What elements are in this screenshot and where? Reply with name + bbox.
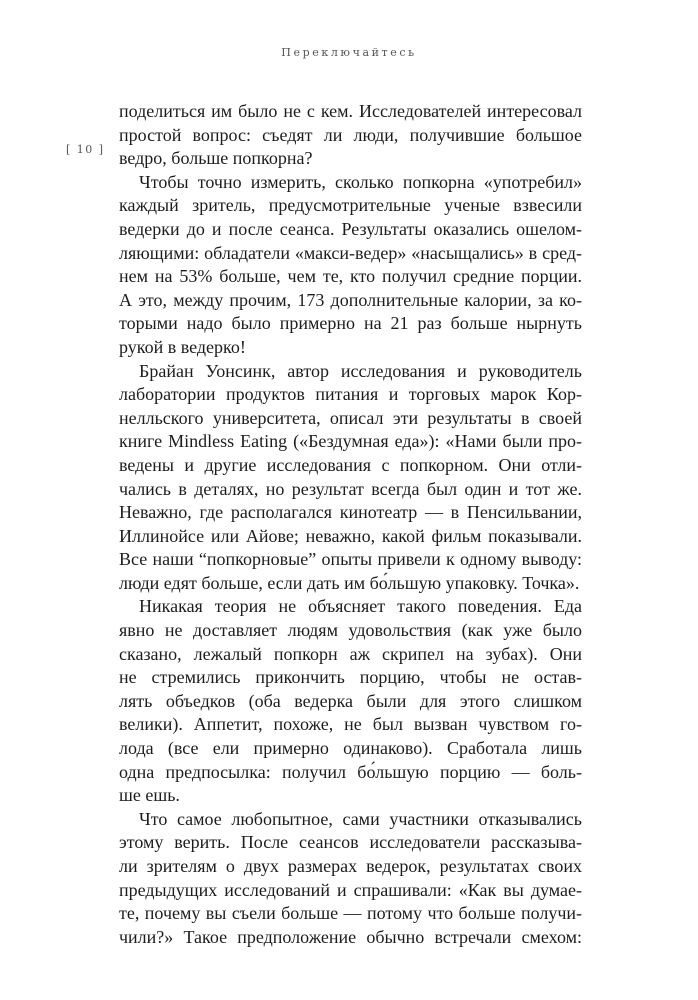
body-text [119, 100, 582, 949]
text-line: люди едят больше, если дать им бо́льшую упаковку. Точка». [119, 572, 580, 593]
paragraph-4 [119, 595, 582, 807]
text-line: не стремились прикончить порцию, чтобы не остав- [119, 667, 582, 688]
text-line: этому верить. После сеансов исследователи рассказыва- [119, 832, 582, 853]
text-line: явно не доставляет людям удовольствия (как уже было [119, 620, 582, 641]
running-head: Переключайтесь [281, 46, 417, 59]
text-line: каждый зритель, предусмотрительные ученые взвесили [119, 195, 582, 216]
text-line: Все наши “попкорновые” опыты привели к одному выводу: [119, 549, 582, 570]
text-line: простой вопрос: съедят ли люди, получившие большое [119, 124, 582, 145]
text-line: чили?» Такое предположение обычно встречали смехом: [119, 926, 582, 947]
text-line: предыдущих исследований и спрашивали: «Как вы думае- [119, 879, 582, 900]
paragraph-2 [119, 171, 582, 360]
text-line: Брайан Уонсинк, автор исследования и руководитель [139, 360, 582, 381]
text-line: Иллинойсе или Айове; неважно, какой фильм показывали. [119, 525, 582, 546]
text-line: сказано, лежалый попкорн аж скрипел на зубах). Они [119, 643, 582, 664]
text-line: лять объедков (оба ведерка были для этого слишком [119, 690, 582, 711]
text-line: велики). Аппетит, похоже, не был вызван чувством го- [119, 714, 582, 735]
text-line: ведерки до и после сеанса. Результаты оказались ошелом- [119, 218, 582, 239]
text-line: поделиться им было не с кем. Исследователей интересовал [119, 101, 582, 121]
text-line: книге Mindless Eating («Бездумная еда»): «Нами были про- [119, 431, 582, 452]
text-line: ведены и другие исследования с попкорном. Они отли- [119, 454, 582, 475]
text-line: нем на 53% больше, чем те, кто получил средние порции. [119, 266, 582, 287]
paragraph-5 [119, 808, 582, 950]
text-line: Чтобы точно измерить, сколько попкорна «употребил» [139, 171, 582, 192]
paragraph-3 [119, 360, 582, 596]
text-line: рукой в ведерко! [119, 336, 246, 357]
text-line: Неважно, где располагался кинотеатр — в Пенсильвании, [119, 502, 582, 523]
paragraph-1 [119, 100, 582, 171]
text-line: ляющими: обладатели «макси-ведер» «насыщались» в сред- [119, 242, 582, 263]
text-line: ведро, больше попкорна? [119, 148, 313, 169]
text-line: одна предпосылка: получил бо́льшую порцию — боль- [119, 761, 582, 782]
text-line: А это, между прочим, 173 дополнительные калории, за ко- [119, 289, 582, 310]
text-line: ли зрителям о двух размерах ведерок, результатах своих [119, 856, 582, 876]
text-line: Что самое любопытное, сами участники отказывались [139, 808, 582, 829]
text-line: лода (все ели примерно одинаково). Сработала лишь [119, 738, 582, 759]
text-line: Никакая теория не объясняет такого поведения. Еда [139, 596, 582, 617]
text-line: торыми надо было примерно на 21 раз больше нырнуть [119, 313, 582, 334]
text-line: лаборатории продуктов питания и торговых марок Кор- [119, 384, 582, 405]
text-line: те, почему вы съели больше — потому что больше получи- [119, 903, 582, 924]
text-line: нелльского университета, описал эти результаты в своей [119, 407, 582, 428]
text-line: чались в деталях, но результат всегда был один и тот же. [119, 478, 582, 499]
page-number: [ 10 ] [66, 143, 105, 156]
text-line: ше ешь. [119, 785, 180, 806]
